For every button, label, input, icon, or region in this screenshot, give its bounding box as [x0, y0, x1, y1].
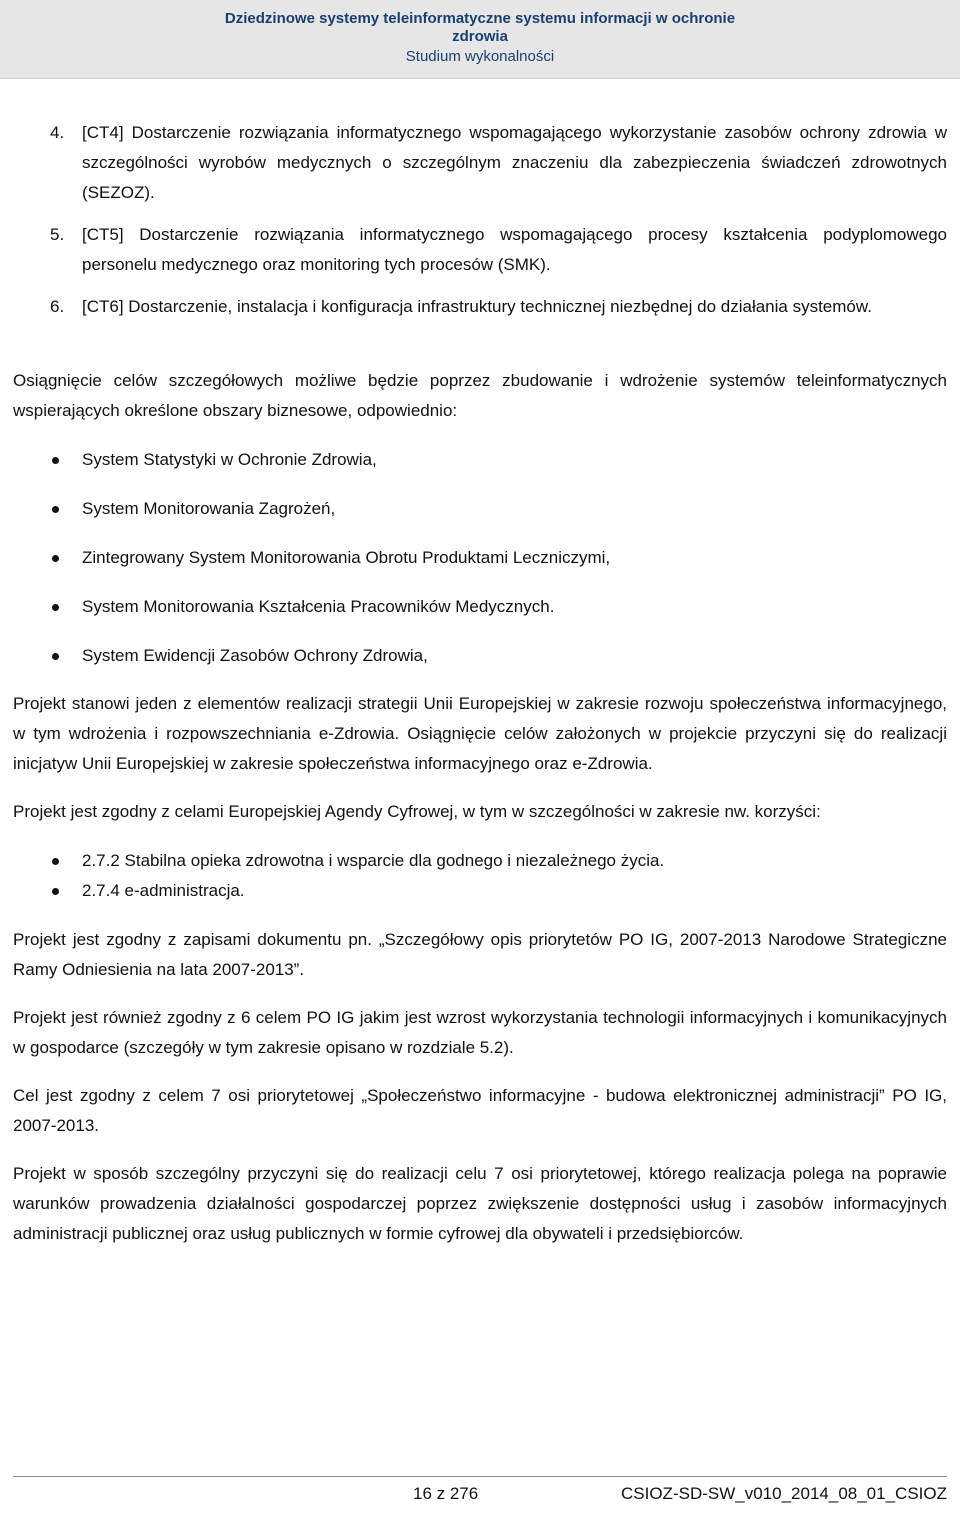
- list-item-text: System Ewidencji Zasobów Ochrony Zdrowia,: [82, 646, 428, 665]
- bullet-icon: [52, 604, 59, 611]
- header-subtitle: Studium wykonalności: [405, 48, 555, 65]
- list-item-number: 6.: [50, 297, 65, 316]
- bullet-icon: [52, 506, 59, 513]
- paragraph-po-ig-priorities: Projekt jest zgodny z zapisami dokumentu pn. „Szczegółowy opis priorytetów PO IG, 2007-2013 Narodowe Strategiczne Ramy Odniesienia na lata 2007-2013”.: [13, 930, 947, 979]
- list-item: [13, 876, 947, 906]
- bullet-icon: [52, 888, 59, 895]
- page-content: [13, 118, 947, 1249]
- paragraph-systems-intro: Osiągnięcie celów szczegółowych możliwe będzie poprzez zbudowanie i wdrożenie systemów teleinformatycznych wspierających określone obszary biznesowe, odpowiednio:: [13, 371, 947, 420]
- list-item: [13, 220, 947, 280]
- bullet-icon: [52, 457, 59, 464]
- bullet-icon: [52, 653, 59, 660]
- bullet-icon: [52, 555, 59, 562]
- agenda-list: [13, 846, 947, 906]
- list-item-number: 5.: [50, 225, 65, 244]
- list-item: [13, 445, 947, 475]
- list-item: [13, 494, 947, 524]
- list-item-text: Zintegrowany System Monitorowania Obrotu Produktami Leczniczymi,: [82, 548, 611, 567]
- list-item-number: 4.: [50, 123, 65, 142]
- list-item-text: [CT5] Dostarczenie rozwiązania informatycznego wspomagającego procesy kształcenia podyplomowego personelu medycznego oraz monitoring tych procesów (SMK).: [82, 225, 947, 274]
- page-footer: [13, 1476, 947, 1507]
- list-item-text: [CT6] Dostarczenie, instalacja i konfiguracja infrastruktury technicznej niezbędnej do działania systemów.: [82, 297, 872, 316]
- list-item: [13, 292, 947, 322]
- objectives-list: [13, 118, 947, 322]
- list-item-text: 2.7.4 e-administracja.: [82, 881, 245, 900]
- list-item: [13, 543, 947, 573]
- list-item: [13, 118, 947, 208]
- list-item: [13, 592, 947, 622]
- list-item-text: [CT4] Dostarczenie rozwiązania informatycznego wspomagającego wykorzystanie zasobów ochrony zdrowia w szczególności wyrobów medycznych o szczególnym znaczeniu dla zabezpieczenia świadczeń zdrowotnych (SEZOZ).: [82, 123, 947, 202]
- paragraph-eu-strategy: Projekt stanowi jeden z elementów realizacji strategii Unii Europejskiej w zakresie rozwoju społeczeństwa informacyjnego, w tym wdrożenia i rozpowszechniania e-Zdrowia. Osiągnięcie celów założonych w projekcie przyczyni się do realizacji inicjatyw Unii Europejskiej w zakresie społeczeństwa informacyjnego oraz e-Zdrowia.: [13, 694, 947, 773]
- paragraph-priority-axis: Cel jest zgodny z celem 7 osi priorytetowej „Społeczeństwo informacyjne - budowa elektronicznej administracji” PO IG, 2007-2013.: [13, 1086, 947, 1135]
- list-item-text: System Monitorowania Zagrożeń,: [82, 499, 336, 518]
- systems-list: [13, 445, 947, 671]
- list-item-text: System Statystyki w Ochronie Zdrowia,: [82, 450, 377, 469]
- bullet-icon: [52, 858, 59, 865]
- paragraph-po-ig-goal: Projekt jest również zgodny z 6 celem PO IG jakim jest wzrost wykorzystania technologii informacyjnych i komunikacyjnych w gospodarce (szczegóły w tym zakresie opisano w rozdziale 5.2).: [13, 1008, 947, 1057]
- header-title-line1: Dziedzinowe systemy teleinformatyczne systemu informacji w ochronie: [224, 10, 736, 27]
- list-item-text: 2.7.2 Stabilna opieka zdrowotna i wsparcie dla godnego i niezależnego życia.: [82, 851, 665, 870]
- paragraph-priority-axis-goal: Projekt w sposób szczególny przyczyni się do realizacji celu 7 osi priorytetowej, którego realizacja polega na poprawie warunków prowadzenia działalności gospodarczej poprzez zwiększenie dostępności usług i zasobów informacyjnych administracji publicznej oraz usług publicznych w formie cyfrowej dla obywateli i przedsiębiorców.: [13, 1164, 947, 1243]
- page-number: 16 z 276: [413, 1484, 479, 1503]
- list-item-text: System Monitorowania Kształcenia Pracowników Medycznych.: [82, 597, 555, 616]
- paragraph-digital-agenda: Projekt jest zgodny z celami Europejskiej Agendy Cyfrowej, w tym w szczególności w zakresie nw. korzyści:: [13, 802, 821, 821]
- list-item: [13, 846, 947, 876]
- list-item: [13, 641, 947, 671]
- page-header: [0, 0, 960, 79]
- document-id: CSIOZ-SD-SW_v010_2014_08_01_CSIOZ: [621, 1484, 947, 1503]
- header-title-line2: zdrowia: [452, 28, 508, 45]
